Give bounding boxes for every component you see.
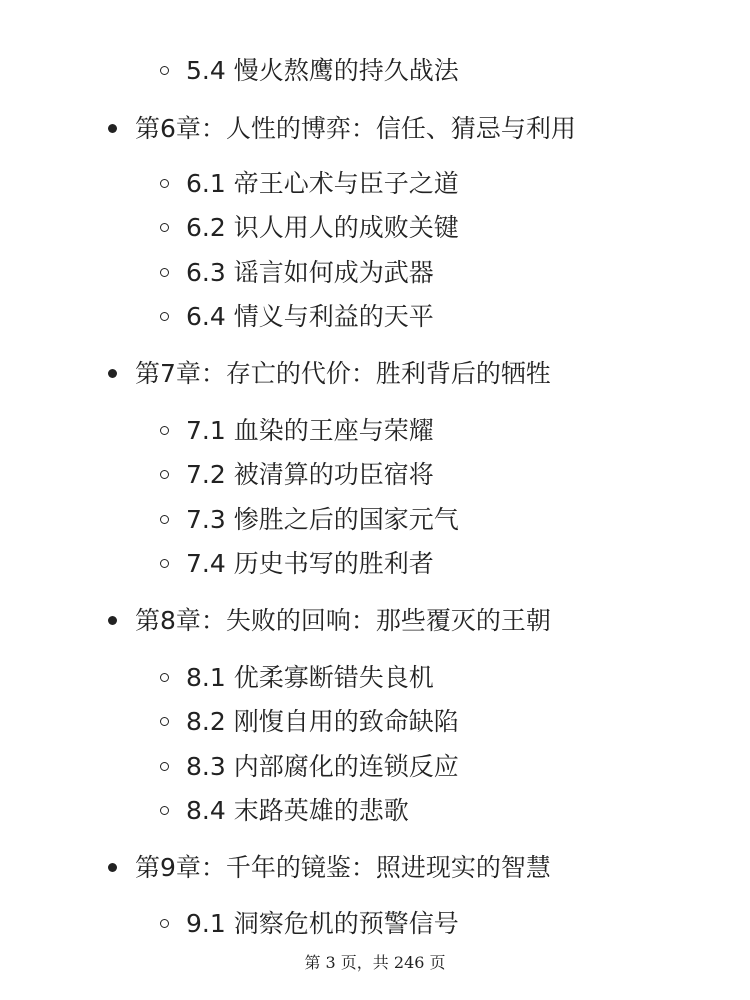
circle-bullet-icon: [160, 806, 169, 815]
disc-bullet-icon: [108, 369, 117, 378]
circle-bullet-icon: [160, 223, 169, 232]
toc-section-item: [160, 168, 459, 200]
toc-section-item: [160, 55, 459, 87]
toc-section-text: 6.2 识人用人的成败关键: [186, 213, 459, 242]
toc-section-text: 6.1 帝王心术与臣子之道: [186, 169, 459, 198]
circle-bullet-icon: [160, 762, 169, 771]
toc-chapter-item: [108, 852, 551, 884]
toc-chapter-text: 第9章：千年的镜鉴：照进现实的智慧: [135, 853, 551, 882]
circle-bullet-icon: [160, 66, 169, 75]
toc-chapter-item: [108, 358, 551, 390]
toc-section-item: [160, 504, 459, 536]
circle-bullet-icon: [160, 515, 169, 524]
toc-section-item: [160, 548, 434, 580]
circle-bullet-icon: [160, 268, 169, 277]
toc-section-text: 7.1 血染的王座与荣耀: [186, 416, 434, 445]
toc-chapter-text: 第7章：存亡的代价：胜利背后的牺牲: [135, 359, 551, 388]
disc-bullet-icon: [108, 616, 117, 625]
toc-section-text: 8.4 末路英雄的悲歌: [186, 796, 409, 825]
toc-section-text: 8.3 内部腐化的连锁反应: [186, 752, 459, 781]
page-number: 第 3 页，共 246 页: [304, 953, 446, 972]
toc-section-item: [160, 212, 459, 244]
toc-section-text: 6.3 谣言如何成为武器: [186, 258, 434, 287]
toc-section-text: 8.1 优柔寡断错失良机: [186, 663, 434, 692]
circle-bullet-icon: [160, 673, 169, 682]
circle-bullet-icon: [160, 919, 169, 928]
toc-section-text: 6.4 情义与利益的天平: [186, 302, 434, 331]
circle-bullet-icon: [160, 179, 169, 188]
toc-chapter-item: [108, 113, 576, 145]
toc-section-text: 9.1 洞察危机的预警信号: [186, 909, 459, 938]
disc-bullet-icon: [108, 124, 117, 133]
circle-bullet-icon: [160, 470, 169, 479]
toc-section-text: 7.4 历史书写的胜利者: [186, 549, 434, 578]
toc-chapter-item: [108, 605, 551, 637]
circle-bullet-icon: [160, 426, 169, 435]
disc-bullet-icon: [108, 863, 117, 872]
toc-section-item: [160, 301, 434, 333]
toc-section-text: 5.4 慢火熬鹰的持久战法: [186, 56, 459, 85]
toc-section-text: 7.2 被清算的功臣宿将: [186, 460, 434, 489]
toc-chapter-text: 第6章：人性的博弈：信任、猜忌与利用: [135, 114, 576, 143]
toc-section-item: [160, 751, 459, 783]
toc-section-item: [160, 415, 434, 447]
toc-section-item: [160, 459, 434, 491]
toc-section-text: 8.2 刚愎自用的致命缺陷: [186, 707, 459, 736]
toc-section-text: 7.3 惨胜之后的国家元气: [186, 505, 459, 534]
toc-chapter-text: 第8章：失败的回响：那些覆灭的王朝: [135, 606, 551, 635]
toc-section-item: [160, 662, 434, 694]
circle-bullet-icon: [160, 717, 169, 726]
toc-section-item: [160, 257, 434, 289]
toc-section-item: [160, 706, 459, 738]
toc-section-item: [160, 908, 459, 940]
circle-bullet-icon: [160, 312, 169, 321]
circle-bullet-icon: [160, 559, 169, 568]
toc-section-item: [160, 795, 409, 827]
